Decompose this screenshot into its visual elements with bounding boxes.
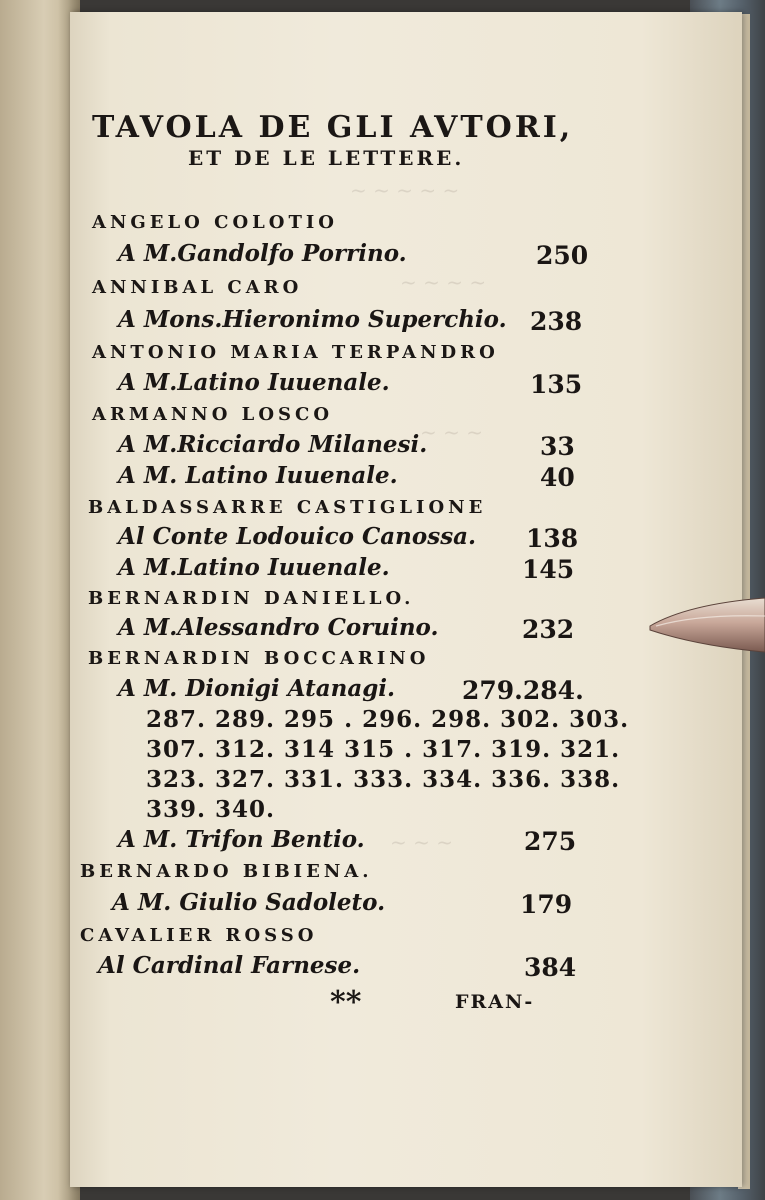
author-heading: ANTONIO MARIA TERPANDRO xyxy=(92,342,499,363)
signature-mark: ** xyxy=(330,985,362,1020)
author-heading: BERNARDO BIBIENA. xyxy=(80,861,373,882)
letter-recipient: A M.Alessandro Coruino. xyxy=(118,614,439,641)
letter-recipient: A M.Latino Iuuenale. xyxy=(118,554,390,581)
page-number: 145 xyxy=(522,555,575,584)
page-list-line: 339. 340. xyxy=(146,796,276,823)
letter-recipient: A M. Giulio Sadoleto. xyxy=(112,889,386,916)
page-number: 384 xyxy=(524,953,577,982)
author-heading: ANGELO COLOTIO xyxy=(92,212,338,233)
author-heading: ANNIBAL CARO xyxy=(92,277,303,298)
paper-knife-bookmark xyxy=(648,592,765,656)
page-number: 33 xyxy=(540,432,575,461)
letter-recipient: A M. Dionigi Atanagi. xyxy=(118,675,396,702)
show-through-text: ~ ~ ~ xyxy=(420,420,483,444)
page-number: 138 xyxy=(526,524,579,553)
page-number: 238 xyxy=(530,307,583,336)
catchword: FRAN- xyxy=(455,991,535,1013)
page-number: 40 xyxy=(540,463,575,492)
page-number: 179 xyxy=(520,890,573,919)
page-subtitle: ET DE LE LETTERE. xyxy=(188,146,465,170)
page-number: 250 xyxy=(536,241,589,270)
page-list-line: 287. 289. 295 . 296. 298. 302. 303. xyxy=(146,706,630,733)
letter-recipient: A M.Gandolfo Porrino. xyxy=(118,240,407,267)
letter-recipient: A M.Ricciardo Milanesi. xyxy=(118,431,428,458)
author-heading: BERNARDIN BOCCARINO xyxy=(88,648,430,669)
letter-recipient: Al Cardinal Farnese. xyxy=(98,952,361,979)
page-number: 279.284. xyxy=(462,676,584,705)
show-through-text: ~ ~ ~ ~ xyxy=(400,270,487,294)
letter-recipient: A Mons.Hieronimo Superchio. xyxy=(118,306,507,333)
letter-recipient: A M. Trifon Bentio. xyxy=(118,826,365,853)
letter-recipient: Al Conte Lodouico Canossa. xyxy=(118,523,477,550)
author-heading: CAVALIER ROSSO xyxy=(80,925,318,946)
author-heading: BALDASSARRE CASTIGLIONE xyxy=(88,497,487,518)
show-through-text: ~ ~ ~ xyxy=(390,830,453,854)
author-heading: ARMANNO LOSCO xyxy=(92,404,334,425)
author-heading: BERNARDIN DANIELLO. xyxy=(88,588,415,609)
page-list-line: 307. 312. 314 315 . 317. 319. 321. xyxy=(146,736,621,763)
page-title: TAVOLA DE GLI AVTORI, xyxy=(92,110,574,145)
show-through-text: ~ ~ ~ ~ ~ xyxy=(350,178,460,202)
page-list-line: 323. 327. 331. 333. 334. 336. 338. xyxy=(146,766,621,793)
letter-recipient: A M. Latino Iuuenale. xyxy=(118,462,398,489)
letter-recipient: A M.Latino Iuuenale. xyxy=(118,369,390,396)
page-number: 135 xyxy=(530,370,583,399)
page-number: 232 xyxy=(522,615,575,644)
page-number: 275 xyxy=(524,827,577,856)
